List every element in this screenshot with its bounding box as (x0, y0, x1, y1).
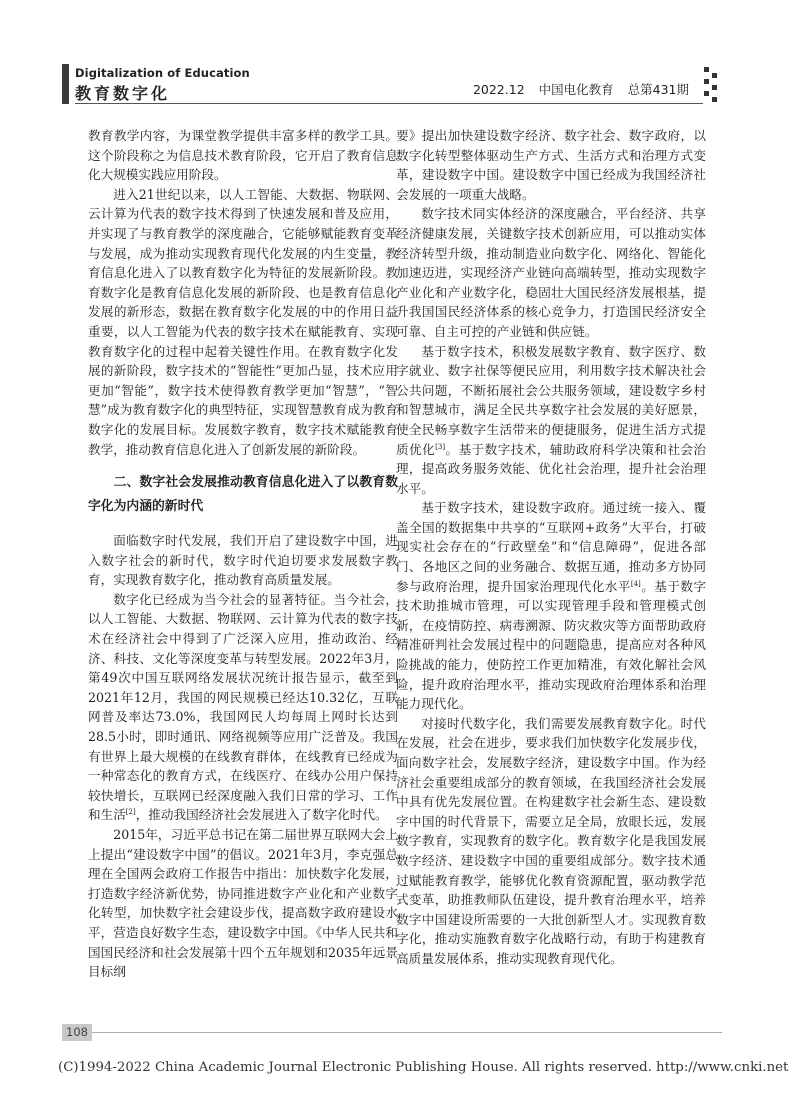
issue-date: 2022.12 (472, 82, 525, 97)
paragraph-text: 数字化已经成为当今社会的显著特征。当今社会，以人工智能、大数据、物联网、云计算为代表的数字技术在经济社会中得到了广泛深入应用，推动政治、经济、科技、文化等深度变革与转型发展。2022年3月，第49次中国互联网络发展状况统计报告显示，截至到2021年12月，我国的网民规模已经达10.32亿，互联网普及率达73.0%，我国网民人均每周上网时长达到28.5小时，即时通讯、网络视频等应用广泛普及。我国有世界上最大规模的在线教育群体，在线教育已经成为一种常态化的教育方式，在线医疗、在线办公用户保持较快增长，互联网已经深度融入我们日常的学习、工作和生活 (88, 591, 398, 823)
journal-name: 中国电化教育 (538, 82, 614, 97)
citation-ref: [2] (125, 808, 136, 817)
paragraph-text: 基于数字技术，积极发展数字教育、数字医疗、数字就业、数字社保等便民应用，利用数字技术解决社会公共问题，不断拓展社会公共服务领域，建设数字乡村和智慧城市，满足全民共享数字社会发展的美好愿景，使全民畅享数字生活带来的便捷服务，促进生活方式提质优化 (396, 343, 706, 457)
paragraph (396, 342, 706, 499)
paragraph-text: 基于数字技术，建设数字政府。通过统一接入、覆盖全国的数据集中共享的“互联网+政务”大平台，打破现实社会存在的“行政壁垒”和“信息障碍”，促进各部门、各地区之间的业务融合、数据互通，推动多方协同参与政府治理，提升国家治理现代化水平 (396, 500, 706, 594)
journal-section-title: 教育数字化 (75, 84, 171, 103)
paragraph-text: 。基于数字技术助推城市管理，可以实现管理手段和管理模式创新，在疫情防控、病毒溯源、防灾救灾等方面帮助政府精准研判社会发展过程中的问题隐患，提高应对各种风险挑战的能力，使防控工作更加精准，有效化解社会风险，提升政府治理水平，推动实现政府治理体系和治理能力现代化。 (396, 578, 706, 712)
citation-ref: [3] (435, 442, 446, 451)
citation-ref: [4] (630, 579, 641, 588)
section-heading: 二、数字社会发展推动教育信息化进入了以教育数字化为内涵的新时代 (88, 475, 398, 515)
serial-number: 总第431期 (627, 82, 689, 97)
journal-english-title: Digitalization of Education (75, 66, 250, 80)
page-number: 108 (62, 1024, 92, 1041)
paragraph-text: 。基于数字技术，辅助政府科学决策和社会治理，提高政务服务效能、优化社会治理，提升社会治理水平。 (396, 441, 706, 496)
paragraph: 数字技术同实体经济的深度融合，平台经济、共享经济健康发展，关键数字技术创新应用，可以推动实体经济转型升级，推动制造业向数字化、网络化、智能化加速迈进，实现经济产业链向高端转型，推动实现数字产业化和产业数字化，稳固壮大国民经济发展根基，提升我国国民经济体系的核心竞争力，打造国民经济安全可靠、自主可控的产业链和供应链。 (396, 206, 706, 339)
footer-rule (92, 1032, 722, 1033)
paragraph: 教育教学内容，为课堂教学提供丰富多样的教学工具。这个阶段称之为信息技术教育阶段，它开启了教育信息化大规模实践应用阶段。 (88, 128, 398, 183)
paragraph: 面临数字时代发展，我们开启了建设数字中国，进入数字社会的新时代，数字时代迫切要求发展数字教育，实现教育数字化，推动教育高质量发展。 (88, 533, 398, 588)
left-column (88, 126, 398, 982)
paragraph: 要》提出加快建设数字经济、数字社会、数字政府，以数字化转型整体驱动生产方式、生活方式和治理方式变革，建设数字中国。建设数字中国已经成为我国经济社会发展的一项重大战略。 (396, 128, 706, 202)
header-accent-bar (62, 64, 69, 104)
paragraph (396, 498, 706, 714)
paragraph: 2015年，习近平总书记在第二届世界互联网大会上上提出“建设数字中国”的倡议。2021年3月，李克强总理在全国两会政府工作报告中指出：加快数字化发展，打造数字经济新优势，协同推进数字产业化和产业数字化转型，加快数字社会建设步伐，提高数字政府建设水平，营造良好数字生态，建设数字中国。《中华人民共和国国民经济和社会发展第十四个五年规划和2035年远景目标纲 (88, 827, 398, 980)
header-rule (75, 103, 703, 104)
decorative-dots (704, 67, 718, 103)
right-column (396, 126, 706, 969)
paragraph (88, 590, 398, 825)
paragraph: 进入21世纪以来，以人工智能、大数据、物联网、云计算为代表的数字技术得到了快速发展和普及应用，并实现了与教育教学的深度融合，它能够赋能教育变革与发展，成为推动实现教育现代化发展的内生变量，教育信息化进入了以教育数字化为特征的发展新阶段。教育数字化是教育信息化发展的新阶段、也是教育信息化发展的新形态，数据在教育数字化发展的中的作用日益重要，以人工智能为代表的数字技术在赋能教育、实现教育数字化的过程中起着关键性作用。在教育数字化发展的新阶段，数字技术的“智能性”更加凸显，技术应用更加“智能”，数字技术使得教育教学更加“智慧”，“智慧”成为教育数字化的典型特征，实现智慧教育成为教育数字化的发展目标。发展数字教育，数字技术赋能教育教学，推动教育信息化进入了创新发展的新阶段。 (88, 186, 398, 457)
paragraph: 对接时代数字化，我们需要发展教育数字化。时代在发展，社会在进步，要求我们加快数字化发展步伐，面向数字社会，发展数字经济，建设数字中国。作为经济社会重要组成部分的教育领域，在我国经济社会发展中具有优先发展位置。在构建数字社会新生态、建设数字中国的时代背景下，需要立足全局，放眼长远，发展数字教育，实现教育的数字化。教育数字化是我国发展数字经济、建设数字中国的重要组成部分。数字技术通过赋能教育教学，能够优化教育资源配置，驱动教学范式变革，助推教师队伍建设，提升教育治理水平，培养数字中国建设所需要的一大批创新型人才。实现教育数字化，推动实施教育数字化战略行动，有助于构建教育高质量发展体系，推动实现教育现代化。 (396, 715, 706, 966)
issue-info (473, 80, 689, 98)
copyright-notice: (C)1994-2022 China Academic Journal Electronic Publishing House. All rights reserved. http://www.cnki.net (58, 1060, 789, 1075)
paragraph-text: ，推动我国经济社会发展进入了数字化时代。 (135, 807, 388, 823)
